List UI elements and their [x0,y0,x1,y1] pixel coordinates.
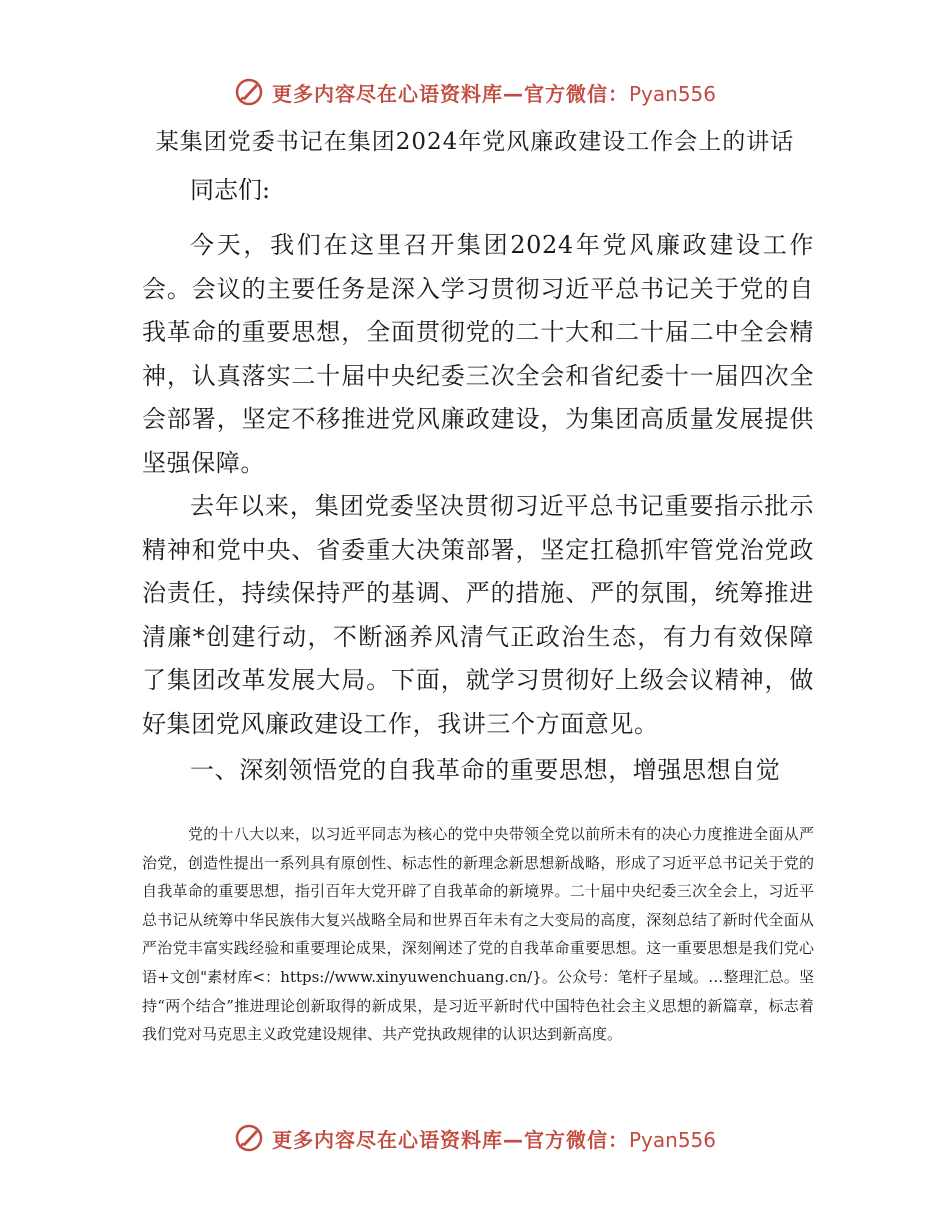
quill-logo-icon [234,77,264,107]
paragraph-review: 去年以来，集团党委坚决贯彻习近平总书记重要指示批示精神和党中央、省委重大决策部署，坚定扛稳抓牢管党治党政治责任，持续保持严的基调、严的措施、严的氛围，统筹推进清廉*创建行动，不断涵养风清气正政治生态，有力有效保障了集团改革发展大局。下面，就学习贯彻好上级会议精神，做好集团党风廉政建设工作，我讲三个方面意见。 [142,492,814,738]
salutation: 同志们: [190,176,271,204]
watermark-text: 更多内容尽在心语资料库—官方微信：Pyan556 [271,1127,716,1152]
section-paragraph: 党的十八大以来，以习近平同志为核心的党中央带领全党以前所未有的决心力度推进全面从严治党，创造性提出一系列具有原创性、标志性的新理念新思想新战略，形成了习近平总书记关于党的自我革命的重要思想，指引百年大党开辟了自我革命的新境界。二十届中央纪委三次全会上，习近平总书记从统筹中华民族伟大复兴战略全局和世界百年未有之大变局的高度，深刻总结了新时代全面从严治党丰富实践经验和重要理论成果，深刻阐述了党的自我革命重要思想。这一重要思想是我们党心语+文创"素材库<：https://www.xinyuwenchuang.cn/}。公众号：笔杆子星域。…整理汇总。坚持“两个结合”推进理论创新取得的新成果，是习近平新时代中国特色社会主义思想的新篇章，标志着我们党对马克思主义政党建设规律、共产党执政规律的认识达到新高度。 [142,825,814,1044]
header-watermark [0,72,950,112]
section-heading: 一、深刻领悟党的自我革命的重要思想，增强思想自觉 [190,756,781,784]
footer-watermark [0,1118,950,1158]
watermark-text: 更多内容尽在心语资料库—官方微信：Pyan556 [271,81,716,106]
document-title: 某集团党委书记在集团2024年党风廉政建设工作会上的讲话 [155,129,795,155]
paragraph-intro: 今天，我们在这里召开集团2024年党风廉政建设工作会。会议的主要任务是深入学习贯彻习近平总书记关于党的自我革命的重要思想，全面贯彻党的二十大和二十届二中全会精神，认真落实二十届中央纪委三次全会和省纪委十一届四次全会部署，坚定不移推进党风廉政建设，为集团高质量发展提供坚强保障。 [142,231,814,477]
quill-logo-icon [234,1123,264,1153]
